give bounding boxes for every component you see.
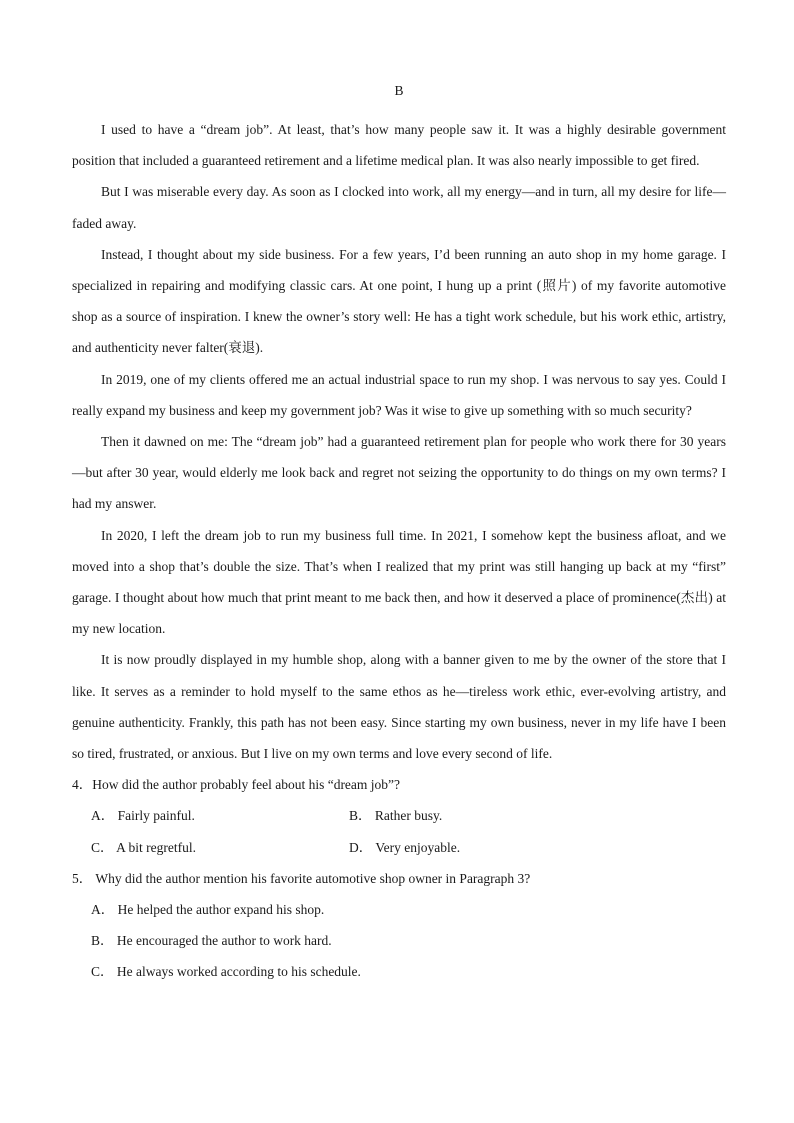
option-b[interactable]: B． He encouraged the author to work hard. xyxy=(91,933,332,949)
passage-paragraph-3: Instead, I thought about my side business. For a few years, I’d been running an auto shop in my home garage. I specialized in repairing and modifying classic cars. At one point, I hung up a print (照片) of my favorite automotive shop as a source of inspiration. I knew the owner’s story well: He has a tight work schedule, but his work ethic, artistry, and authenticity never falter(衰退). xyxy=(72,246,726,356)
option-c[interactable]: C． A bit regretful. xyxy=(91,839,196,855)
question-stem: 5． Why did the author mention his favorite automotive shop owner in Paragraph 3? xyxy=(72,870,531,886)
passage-paragraph-5: Then it dawned on me: The “dream job” had a guaranteed retirement plan for people who work there for 30 years—but after 30 year, would elderly me look back and regret not seizing the opportunity to do things on my own terms? I had my answer. xyxy=(72,434,726,512)
section-label: B xyxy=(394,83,404,98)
passage-paragraph-1: I used to have a “dream job”. At least, that’s how many people saw it. It was a highly desirable government position that included a guaranteed retirement and a lifetime medical plan. It was also nearly impossible to get fired. xyxy=(72,122,726,169)
question-stem: 4．How did the author probably feel about his “dream job”? xyxy=(72,777,401,793)
passage-paragraph-4: In 2019, one of my clients offered me an actual industrial space to run my shop. I was nervous to say yes. Could I really expand my business and keep my government job? Was it wise to give up something with so much security? xyxy=(72,371,726,418)
passage-paragraph-6: In 2020, I left the dream job to run my business full time. In 2021, I somehow kept the business afloat, and we moved into a shop that’s double the size. That’s when I realized that my print was still hanging up back at my “first” garage. I thought about how much that print meant to me back then, and how it deserved a place of prominence(杰出) at my new location. xyxy=(72,527,726,637)
answer-options xyxy=(72,800,726,862)
passage-paragraph-7: It is now proudly displayed in my humble shop, along with a banner given to me by the owner of the store that I like. It serves as a reminder to hold myself to the same ethos as he—tireless work ethic, ever-evolving artistry, and genuine authenticity. Frankly, this path has not been easy. Since starting my own business, never in my life have I been so tired, frustrated, or anxious. But I live on my own terms and love every second of life. xyxy=(72,652,726,762)
option-d[interactable]: D． Very enjoyable. xyxy=(349,839,461,855)
question-4 xyxy=(72,769,726,863)
answer-options xyxy=(72,894,726,988)
option-c[interactable]: C． He always worked according to his schedule. xyxy=(91,964,361,980)
option-b[interactable]: B． Rather busy. xyxy=(349,808,443,824)
option-a[interactable]: A． Fairly painful. xyxy=(91,808,195,824)
document-page xyxy=(72,82,726,988)
option-a[interactable]: A． He helped the author expand his shop. xyxy=(91,902,325,918)
passage-paragraph-2: But I was miserable every day. As soon as I clocked into work, all my energy—and in turn, all my desire for life—faded away. xyxy=(72,184,726,231)
reading-passage xyxy=(72,114,726,769)
question-5 xyxy=(72,863,726,988)
